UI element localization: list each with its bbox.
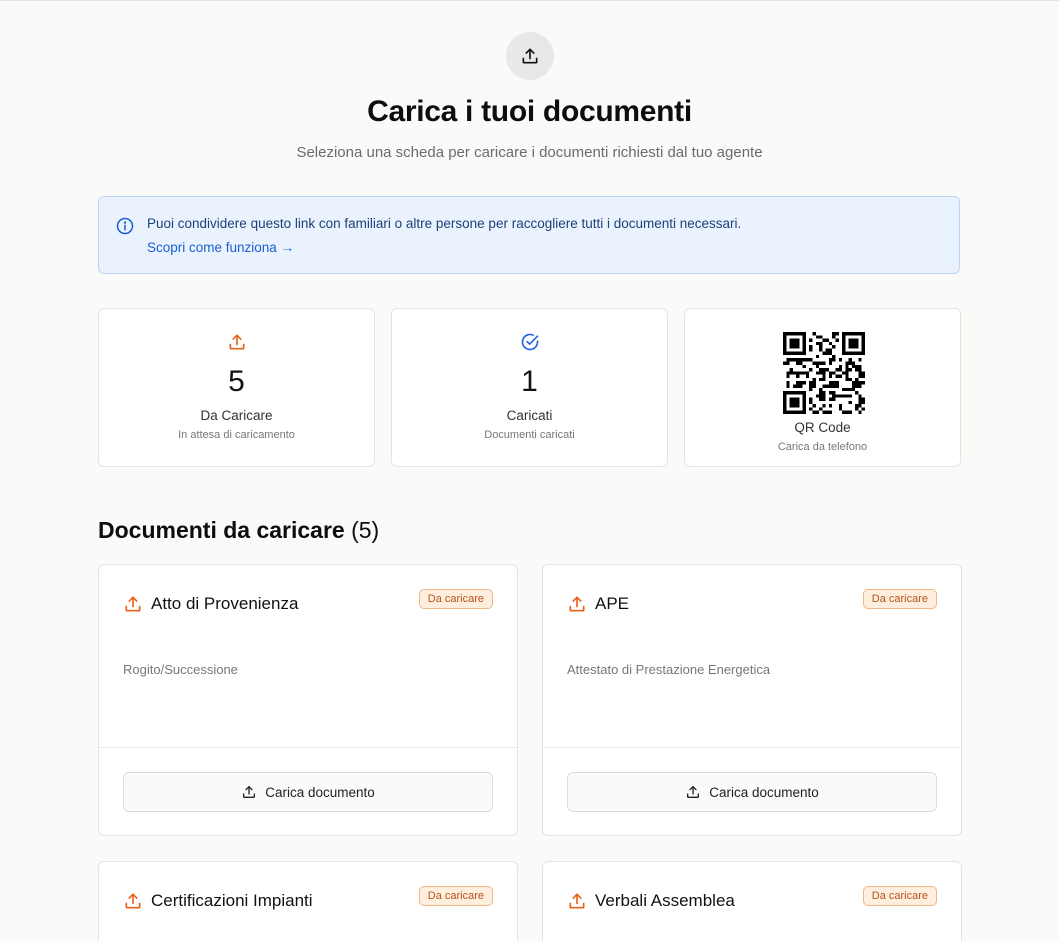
card-divider: [99, 747, 517, 748]
status-badge: Da caricare: [419, 886, 493, 906]
status-badge: Da caricare: [863, 886, 937, 906]
top-divider: [0, 0, 1059, 1]
page-title: Carica i tuoi documenti: [367, 95, 692, 128]
status-badge: Da caricare: [863, 589, 937, 609]
check-circle-icon: [392, 332, 667, 352]
stat-value: 1: [521, 365, 538, 398]
upload-icon: [685, 784, 701, 800]
document-title: Atto di Provenienza: [151, 594, 299, 613]
qr-code-icon: [783, 332, 865, 419]
learn-more-link[interactable]: Scopri come funziona →: [147, 240, 295, 255]
document-description: Rogito/Successione: [123, 662, 238, 677]
document-card[interactable]: [542, 564, 962, 836]
upload-icon: [123, 594, 143, 619]
upload-document-button[interactable]: [567, 772, 937, 812]
stat-sublabel: Documenti caricati: [484, 429, 575, 441]
document-card[interactable]: [98, 861, 518, 941]
page-subtitle: Seleziona una scheda per caricare i documenti richiesti dal tuo agente: [296, 144, 763, 161]
upload-icon: [241, 784, 257, 800]
upload-icon: [99, 332, 374, 352]
document-title: Verbali Assemblea: [595, 891, 735, 910]
upload-button-label: Carica documento: [709, 784, 819, 800]
qr-label: QR Code: [794, 420, 851, 435]
upload-document-button[interactable]: [123, 772, 493, 812]
stat-card-uploaded: [391, 308, 668, 467]
status-badge: Da caricare: [419, 589, 493, 609]
upload-button-label: Carica documento: [265, 784, 375, 800]
stat-label: Caricati: [506, 408, 553, 423]
stat-card-qr-code[interactable]: [684, 308, 961, 467]
upload-icon: [123, 891, 143, 916]
upload-icon: [567, 891, 587, 916]
document-title: APE: [595, 594, 630, 613]
card-divider: [543, 747, 961, 748]
stat-value: 5: [228, 365, 245, 398]
section-title: [98, 517, 379, 544]
document-card[interactable]: [98, 564, 518, 836]
info-text: Puoi condividere questo link con familiari o altre persone per raccogliere tutti i documenti necessari.: [147, 216, 742, 231]
qr-sublabel: Carica da telefono: [777, 441, 868, 453]
stat-card-to-upload: [98, 308, 375, 467]
upload-icon: [567, 594, 587, 619]
info-icon: [116, 217, 134, 240]
header-upload-icon: [506, 32, 554, 80]
info-banner: [98, 196, 960, 274]
document-description: Attestato di Prestazione Energetica: [567, 662, 771, 677]
document-title: Certificazioni Impianti: [151, 891, 313, 910]
stat-label: Da Caricare: [200, 408, 273, 423]
section-count: (5): [351, 517, 380, 543]
stat-sublabel: In attesa di caricamento: [178, 429, 295, 441]
section-title-text: Documenti da caricare: [98, 517, 345, 543]
document-card[interactable]: [542, 861, 962, 941]
